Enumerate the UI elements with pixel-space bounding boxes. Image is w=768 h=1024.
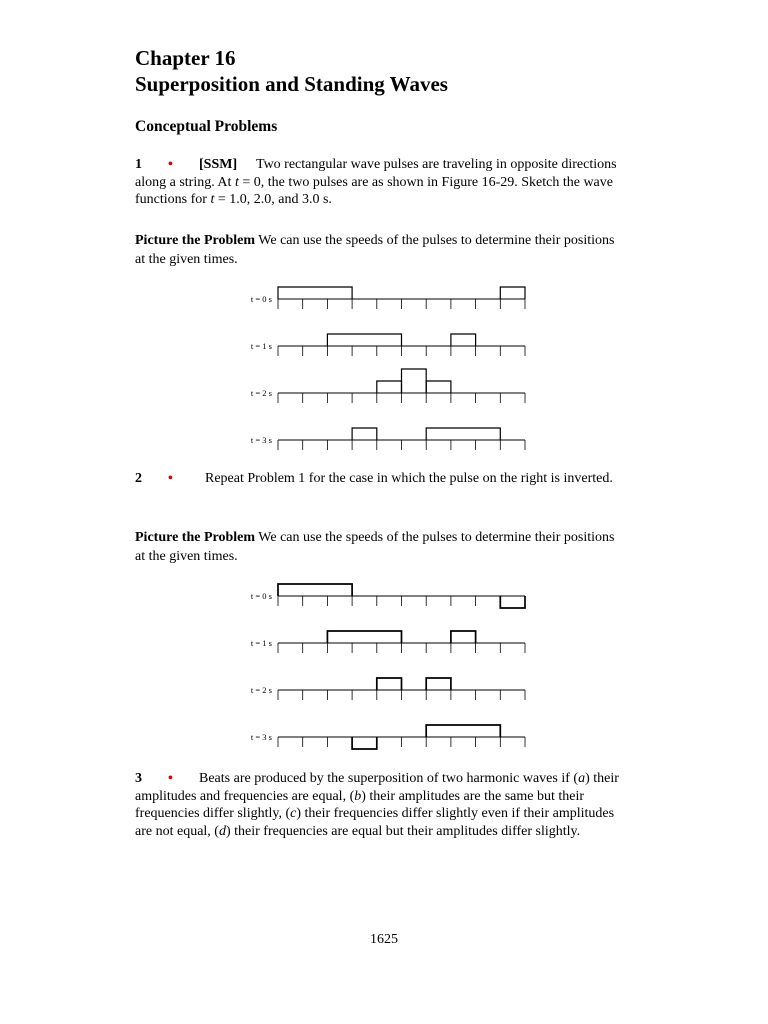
wave-pulse (426, 381, 451, 393)
wave-pulse (500, 287, 525, 299)
time-label: t = 3 s (250, 435, 272, 445)
t-symbol: t (234, 174, 239, 190)
pulse-diagram (234, 577, 534, 757)
problem-number: 2 (135, 471, 142, 486)
time-label: t = 0 s (250, 294, 272, 304)
difficulty-bullet: • (168, 157, 173, 172)
wave-pulse (327, 334, 401, 346)
chapter-title: Chapter 16 (135, 46, 236, 70)
problem-2 (135, 470, 625, 488)
difficulty-bullet: • (168, 771, 173, 786)
wave-pulse (352, 737, 377, 749)
picture-the-problem-text: We can use the speeds of the pulses to determine their positions at the given times. (135, 530, 615, 564)
picture-the-problem-2 (135, 528, 625, 566)
problem-1 (135, 156, 625, 209)
time-label: t = 0 s (250, 591, 272, 601)
pulse-figure-2 (234, 577, 534, 757)
pulse-diagram (234, 280, 534, 460)
wave-pulse (426, 428, 500, 440)
wave-pulse (426, 725, 500, 737)
wave-pulse (352, 428, 377, 440)
wave-pulse (327, 631, 401, 643)
problem-text: = 1.0, 2.0, and 3.0 s. (214, 192, 332, 207)
time-label: t = 1 s (250, 638, 272, 648)
problem-text: Repeat Problem 1 for the case in which the pulse on the right is inverted. (205, 471, 613, 486)
problem-3 (135, 770, 625, 840)
wave-pulse (500, 596, 525, 608)
t-symbol: t (210, 192, 215, 207)
problem-number: 3 (135, 771, 142, 786)
wave-pulse (451, 334, 476, 346)
problem-text: ) their amplitudes and frequencies are equal, ( (135, 771, 619, 804)
problem-text: ) their frequencies differ slightly even if their amplitudes are not equal, ( (135, 806, 615, 839)
option-letter: d (218, 823, 226, 839)
time-label: t = 2 s (250, 388, 272, 398)
option-letter: c (290, 806, 297, 821)
wave-pulse (278, 287, 352, 299)
wave-pulse (451, 631, 476, 643)
option-letter: a (578, 771, 586, 786)
problem-text: ) their amplitudes are the same but their frequencies differ slightly, ( (135, 788, 585, 821)
picture-the-problem-text: We can use the speeds of the pulses to determine their positions at the given times. (135, 233, 615, 267)
wave-pulse (278, 584, 352, 596)
problem-text: Two rectangular wave pulses are traveling in opposite directions along a string. At (135, 157, 617, 190)
pulse-figure-1 (234, 280, 534, 460)
wave-pulse (426, 678, 451, 690)
time-label: t = 3 s (250, 732, 272, 742)
picture-the-problem-1 (135, 231, 625, 269)
option-letter: b (354, 788, 362, 804)
problem-number: 1 (135, 157, 142, 172)
wave-pulse (377, 678, 402, 690)
chapter-subtitle: Superposition and Standing Waves (135, 72, 448, 96)
wave-pulse (402, 369, 427, 393)
problem-text: Beats are produced by the superposition of two harmonic waves if ( (199, 771, 579, 786)
problem-text: = 0, the two pulses are as shown in Figure 16-29. Sketch the wave functions for (135, 174, 613, 207)
ssm-tag: [SSM] (199, 157, 238, 172)
section-title: Conceptual Problems (135, 118, 278, 135)
difficulty-bullet: • (168, 471, 173, 486)
page-number: 1625 (370, 932, 398, 947)
time-label: t = 1 s (250, 341, 272, 351)
picture-the-problem-label: Picture the Problem (135, 530, 256, 545)
time-label: t = 2 s (250, 685, 272, 695)
picture-the-problem-label: Picture the Problem (135, 233, 256, 248)
wave-pulse (377, 381, 402, 393)
problem-text: ) their frequencies are equal but their amplitudes differ slightly. (225, 823, 581, 839)
